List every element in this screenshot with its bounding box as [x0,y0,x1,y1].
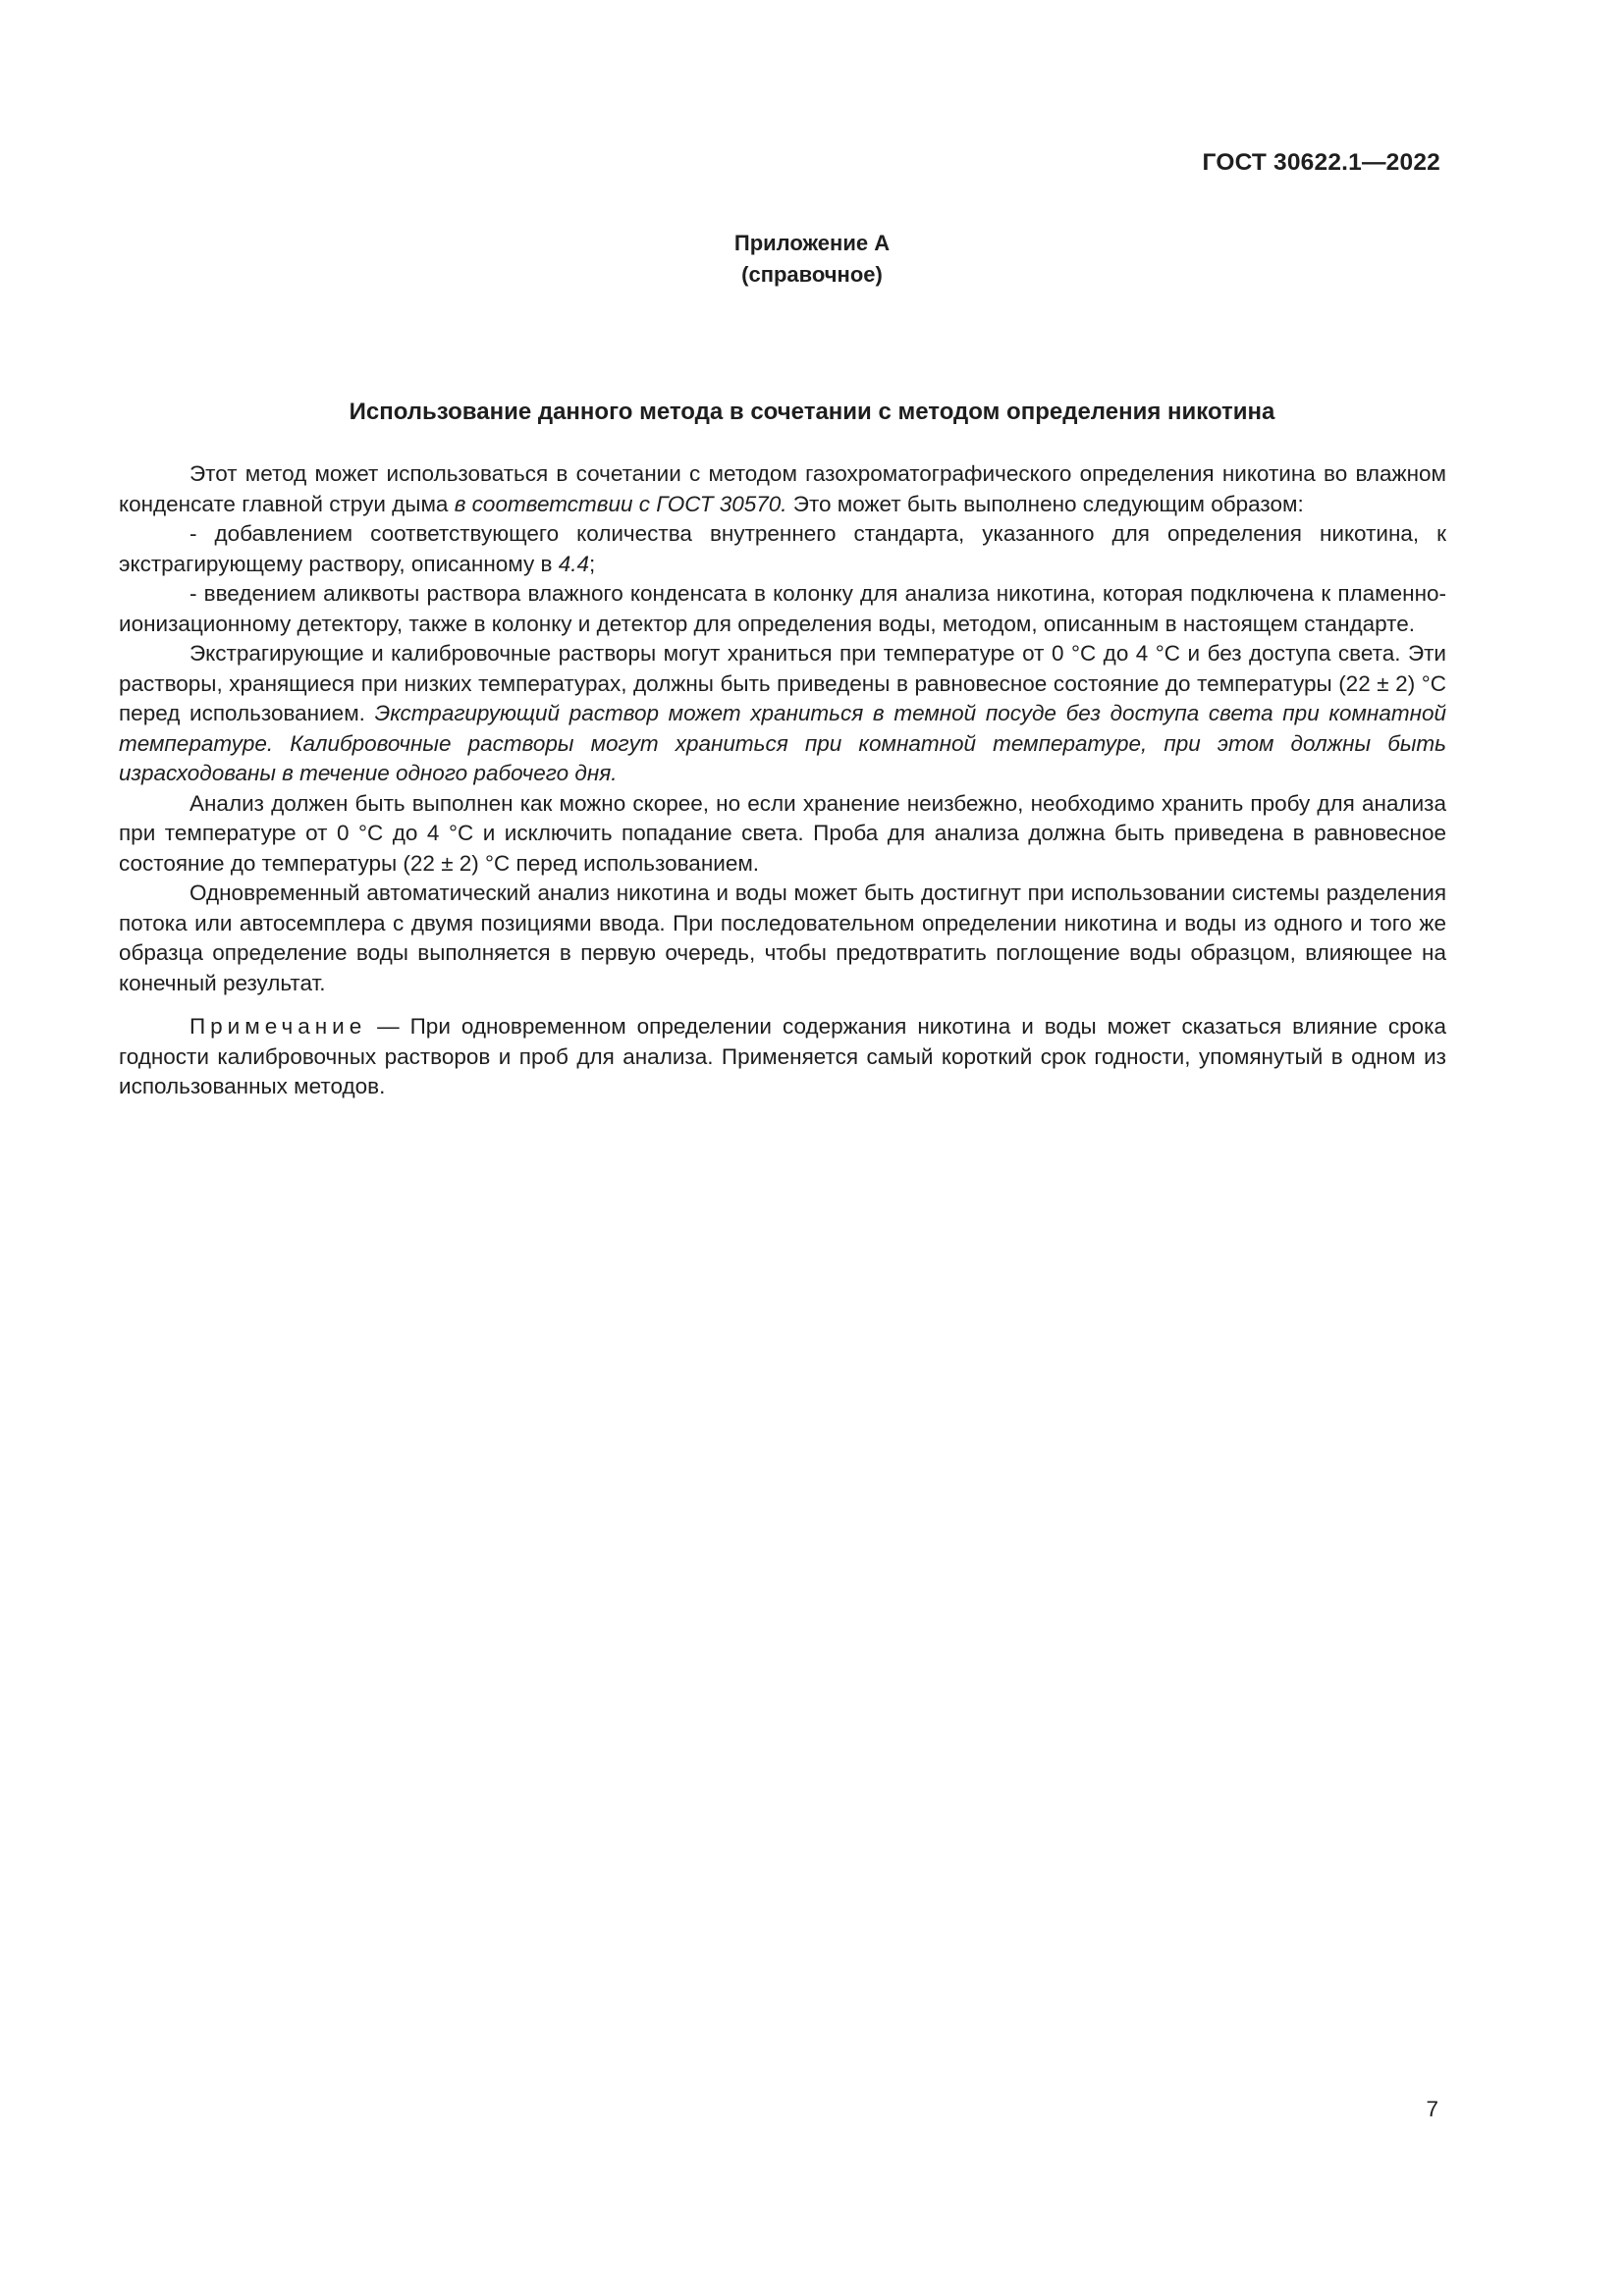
list-item-aliquot: - введением аликвоты раствора влажного конденсата в колонку для анализа никотина, которая подключена к пламенно-ионизационному детектору, также в колонку и детектор для определения воды, методом, описанным в настоящем стандарте. [119,581,1446,636]
annex-label: Приложение А [733,231,891,255]
page-number: 7 [1426,2097,1438,2121]
annex-heading [0,228,1624,291]
body-text [119,459,1446,1102]
paragraph-intro: Этот метод может использоваться в сочетании с методом газохроматографического определения никотина во влажном конденсате главной струи дыма в соответствии с ГОСТ 30570. Это может быть выполнено следующим образом: [119,461,1446,516]
note-label: Примечание [189,1014,367,1039]
section-reference: 4.4 [558,551,589,576]
storage-italic-text: Экстрагирующий раствор может храниться в темной посуде без доступа света при комнатной температуре. Калибровочные растворы могут храниться при комнатной температуре, при этом должны быть израсходованы в течение одного рабочего дня. [119,701,1446,785]
note-text: — При одновременном определении содержания никотина и воды может сказаться влияние срока годности калибровочных растворов и проб для анализа. Применяется самый короткий срок годности, упомянутый в одном из использованных методов. [119,1014,1446,1098]
annex-title: Использование данного метода в сочетании с методом определения никотина [349,399,1275,425]
paragraph-analysis: Анализ должен быть выполнен как можно скорее, но если хранение неизбежно, необходимо хранить пробу для анализа при температуре от 0 °С до 4 °С и исключить попадание света. Проба для анализа должна быть приведена в равновесное состояние до температуры (22 ± 2) °С перед использованием. [119,790,1446,876]
note [119,1012,1446,1102]
list-item-internal-standard: - добавлением соответствующего количества внутреннего стандарта, указанного для определения никотина, к экстрагирующему раствору, описанному в 4.4; [119,521,1446,576]
gost-reference: в соответствии с ГОСТ 30570. [454,491,787,516]
document-code: ГОСТ 30622.1—2022 [1202,149,1440,176]
paragraph-storage: Экстрагирующие и калибровочные растворы могут храниться при температуре от 0 °С до 4 °С и без доступа света. Эти растворы, хранящиеся при низких температурах, должны быть приведены в равновесное состояние до температуры (22 ± 2) °С перед использованием. Экстрагирующий раствор может храниться в темной посуде без доступа света при комнатной температуре. Калибровочные растворы могут храниться при комнатной температуре, при этом должны быть израсходованы в течение одного рабочего дня. [119,641,1446,785]
paragraph-automatic-analysis: Одновременный автоматический анализ никотина и воды может быть достигнут при использовании системы разделения потока или автосемплера с двумя позициями ввода. При последовательном определении никотина и воды из одного и того же образца определение воды выполняется в первую очередь, чтобы предотвратить поглощение воды образцом, влияющее на конечный результат. [119,881,1446,995]
annex-kind: (справочное) [741,262,883,287]
